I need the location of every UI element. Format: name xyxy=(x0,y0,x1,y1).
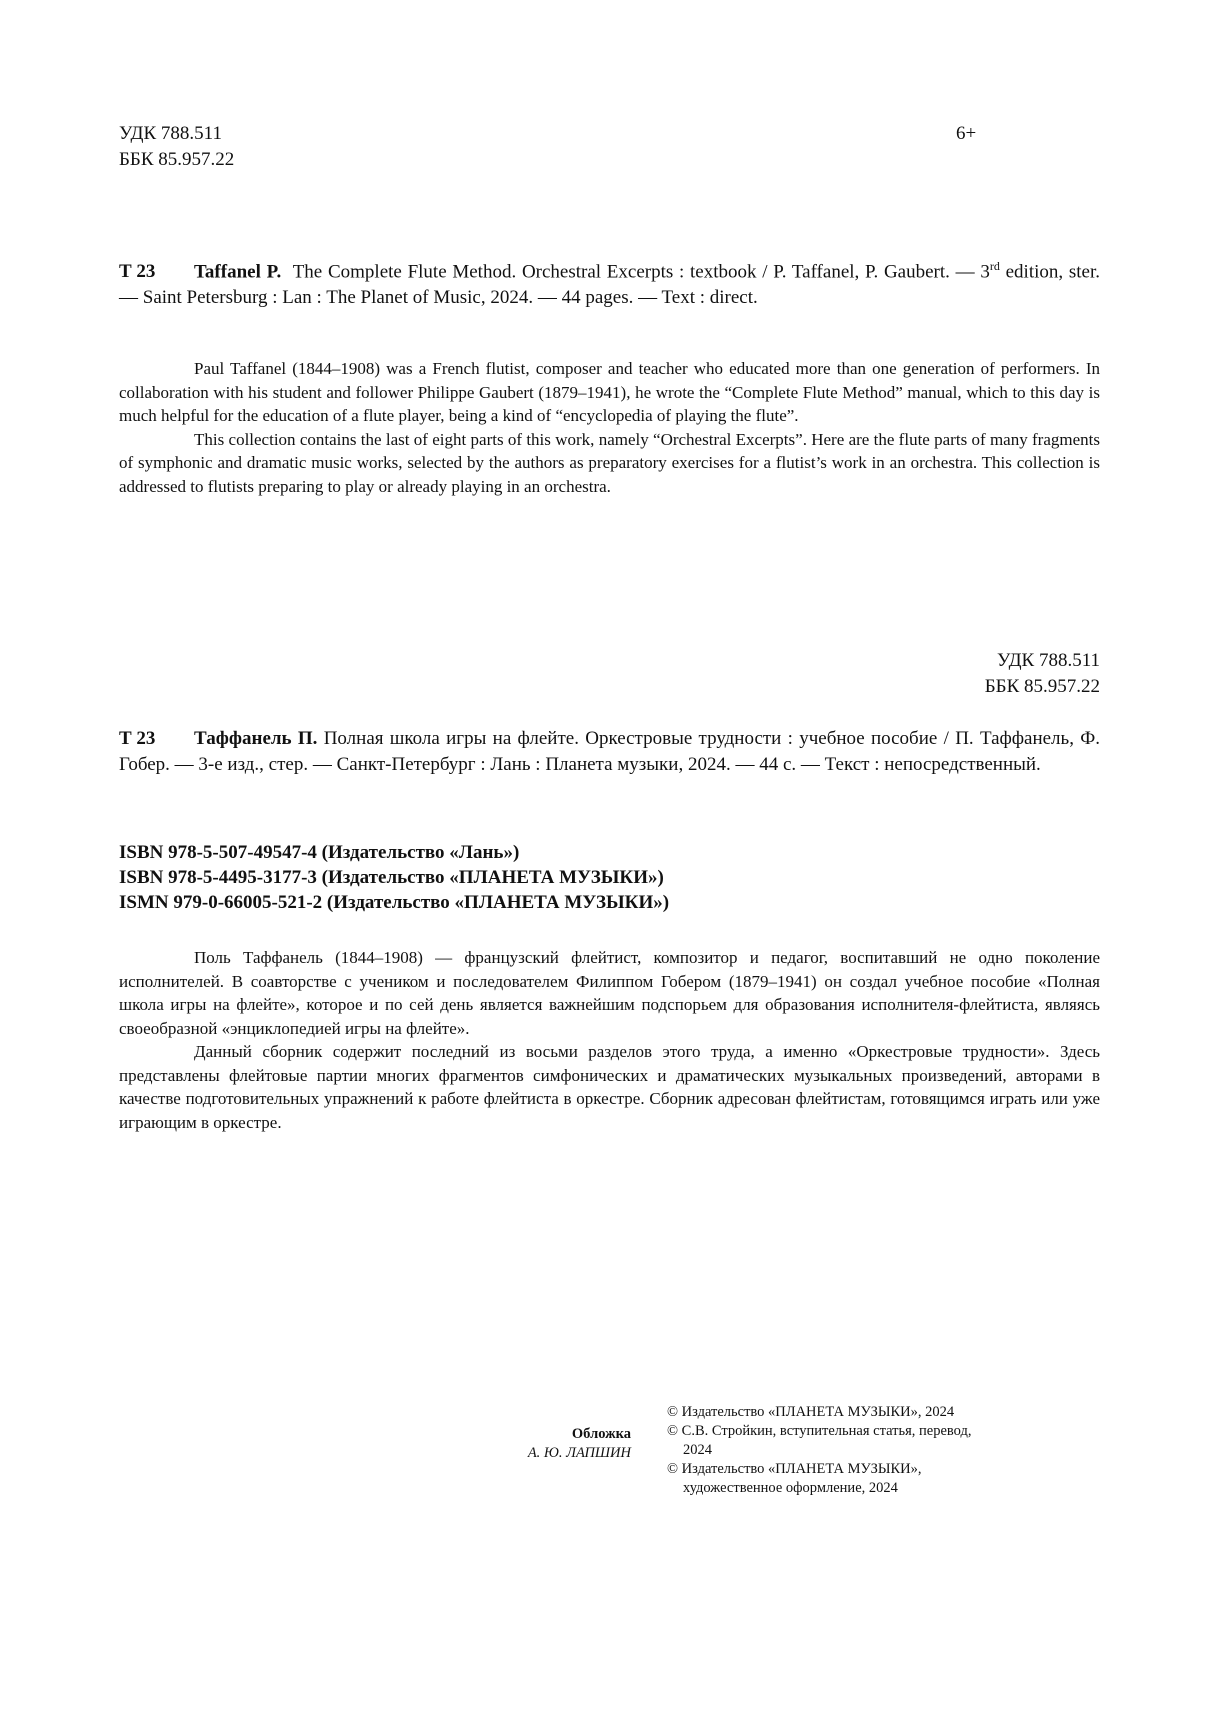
en-annotation xyxy=(119,357,1100,498)
age-rating: 6+ xyxy=(956,123,977,144)
isbn-line: ISBN 978-5-507-49547-4 (Издательство «Лань») xyxy=(119,842,520,863)
en-annotation-paragraph: Paul Taffanel (1844–1908) was a French flutist, composer and teacher who educated more than one generation of performers. In collaboration with his student and follower Philippe Gaubert (1879–1941), he wrote the “Complete Flute Method” manual, which to this day is much helpful for the education of a flute player, being a kind of “encyclopedia of playing the flute”. xyxy=(119,359,1100,425)
ru-entry-text: Полная школа игры на флейте. Оркестровые трудности : учебное пособие / П. Таффанель, Ф. Гобер. — 3-е изд., стер. — Санкт-Петербург : Лань : Планета музыки, 2024. — 44 с. — Текст : непосредственный. xyxy=(119,728,1101,775)
en-author-code: Т 23 xyxy=(119,261,156,283)
en-classification xyxy=(119,121,234,173)
ru-udk-code: УДК 788.511 xyxy=(997,650,1100,671)
cover-artist: А. Ю. ЛАПШИН xyxy=(527,1445,631,1461)
en-bibliographic-entry xyxy=(119,253,1100,311)
copyright-line: © С.В. Стройкин, вступительная статья, перевод, 2024 xyxy=(667,1423,972,1458)
ru-author-code: Т 23 xyxy=(119,728,156,749)
isbn-line: ISBN 978-5-4495-3177-3 (Издательство «ПЛАНЕТА МУЗЫКИ») xyxy=(119,867,664,888)
cover-credit xyxy=(528,1425,631,1463)
en-entry-text-end: edition, ster. — Saint Petersburg : Lan : The Planet of Music, 2024. — 44 pages. — Text : direct. xyxy=(119,261,1100,309)
copyright-line: © Издательство «ПЛАНЕТА МУЗЫКИ», художественное оформление, 2024 xyxy=(667,1461,922,1496)
en-bbk-code: ББК 85.957.22 xyxy=(119,149,235,170)
en-edition-superscript: rd xyxy=(989,259,1000,273)
copyright-line: © Издательство «ПЛАНЕТА МУЗЫКИ», 2024 xyxy=(667,1404,955,1420)
ismn-line: ISMN 979-0-66005-521-2 (Издательство «ПЛАНЕТА МУЗЫКИ») xyxy=(119,892,670,913)
ru-annotation xyxy=(119,946,1100,1134)
copyright-block xyxy=(667,1403,983,1498)
ru-bbk-code: ББК 85.957.22 xyxy=(984,676,1100,697)
en-entry-text: The Complete Flute Method. Orchestral Excerpts : textbook / P. Taffanel, P. Gaubert. — 3 xyxy=(292,261,990,283)
ru-classification xyxy=(985,648,1100,700)
ru-bibliographic-entry xyxy=(119,726,1100,778)
ru-annotation-paragraph: Данный сборник содержит последний из восьми разделов этого труда, а именно «Оркестровые трудности». Здесь представлены флейтовые партии многих фрагментов симфонических и драматических музыкальных произведений, авторами в качестве подготовительных упражнений к работе флейтиста в оркестре. Сборник адресован флейтистам, готовящимся играть или уже играющим в оркестре. xyxy=(119,1042,1100,1132)
en-annotation-paragraph: This collection contains the last of eight parts of this work, namely “Orchestral Excerpts”. Here are the flute parts of many fragments of symphonic and dramatic music works, selected by the authors as preparatory exercises for a flutist’s work in an orchestra. This collection is addressed to flutists preparing to play or already playing in an orchestra. xyxy=(119,429,1100,496)
ru-annotation-paragraph: Поль Таффанель (1844–1908) — французский флейтист, композитор и педагог, воспитавший не одно поколение исполнителей. В соавторстве с учеником и последователем Филиппом Гобером (1879–1941) он создал учебное пособие «Полная школа игры на флейте», которое и по сей день является важнейшим подспорьем для образования исполнителя-флейтиста, являясь своеобразной «энциклопедией игры на флейте». xyxy=(119,948,1100,1038)
en-author: Taffanel P. xyxy=(194,261,282,283)
en-udk-code: УДК 788.511 xyxy=(119,123,222,144)
ru-author: Таффанель П. xyxy=(194,728,318,749)
cover-label: Обложка xyxy=(571,1426,631,1442)
isbn-block xyxy=(119,840,669,915)
